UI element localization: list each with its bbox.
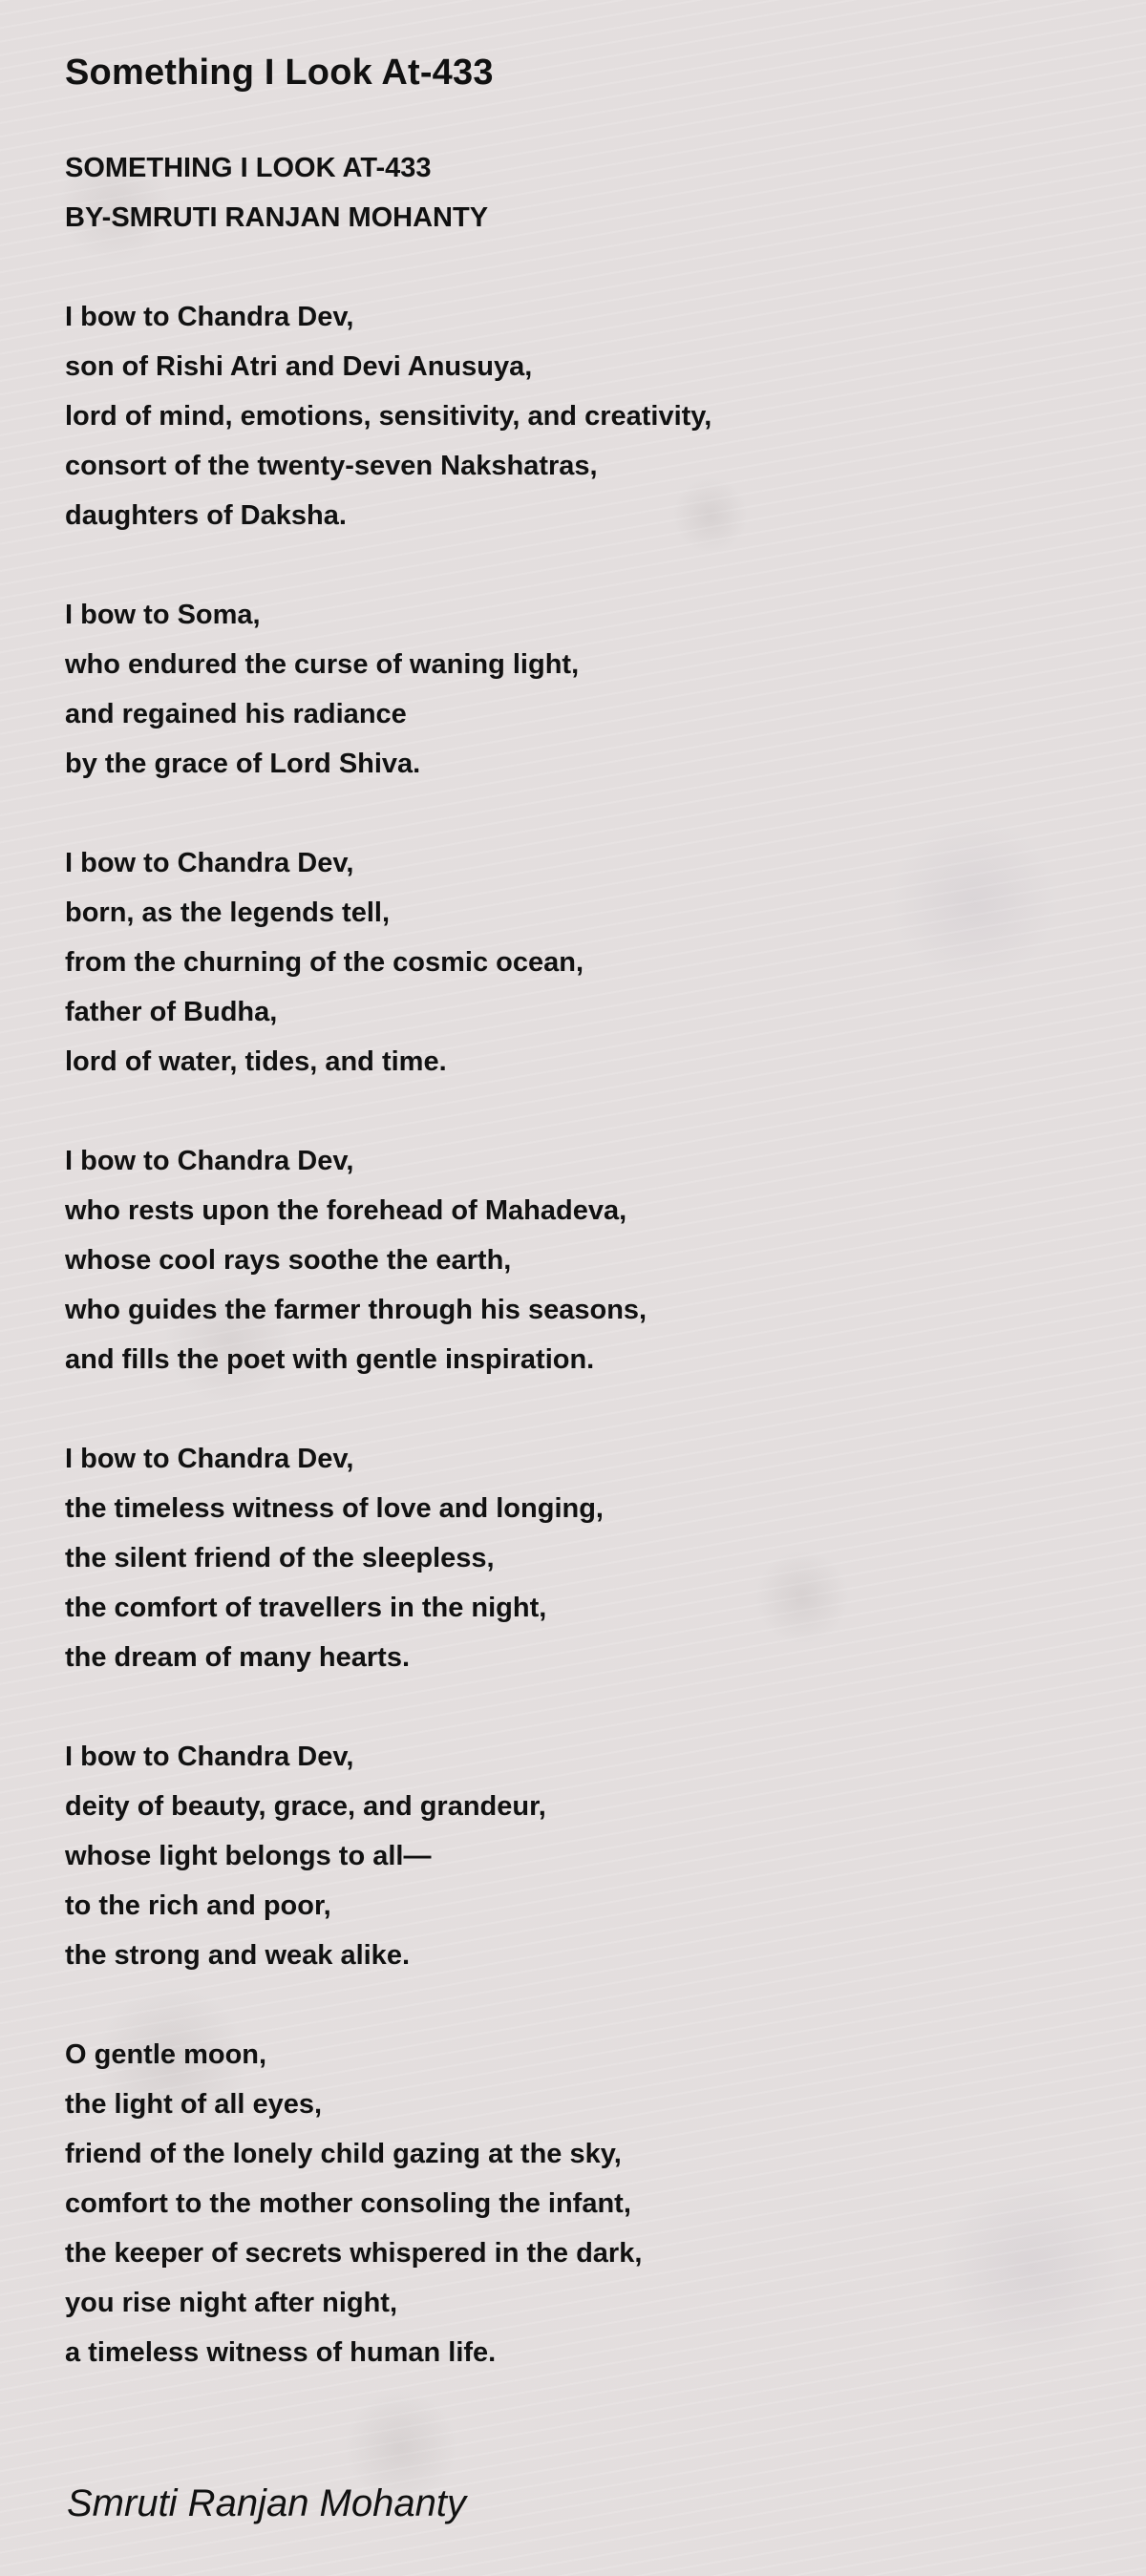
poem-line: daughters of Daksha. <box>65 500 347 531</box>
poem-line: a timeless witness of human life. <box>65 2337 497 2368</box>
poem-line: and fills the poet with gentle inspiration. <box>65 1344 595 1375</box>
author-signature: Smruti Ranjan Mohanty <box>67 2482 466 2524</box>
poem-line: the silent friend of the sleepless, <box>65 1543 495 1573</box>
poem-line: deity of beauty, grace, and grandeur, <box>65 1791 546 1822</box>
poem-line: you rise night after night, <box>65 2288 398 2318</box>
poem-line: O gentle moon, <box>65 2039 267 2070</box>
poem-line: I bow to Chandra Dev, <box>65 1742 354 1772</box>
poem-line: the timeless witness of love and longing, <box>65 1493 604 1524</box>
poem-line: consort of the twenty-seven Nakshatras, <box>65 451 598 481</box>
poem-line: the keeper of secrets whispered in the dark, <box>65 2238 643 2269</box>
stanza <box>65 590 1096 789</box>
poem-line: who endured the curse of waning light, <box>65 649 580 680</box>
poem-line: who rests upon the forehead of Mahadeva, <box>65 1195 627 1226</box>
poem-header-title: SOMETHING I LOOK AT-433 <box>65 153 432 183</box>
poem-line: and regained his radiance <box>65 699 407 729</box>
poem-line: to the rich and poor, <box>65 1890 331 1921</box>
poem-line: I bow to Soma, <box>65 600 261 630</box>
stanza <box>65 1732 1096 1980</box>
poem-line: from the churning of the cosmic ocean, <box>65 947 584 978</box>
poem-line: son of Rishi Atri and Devi Anusuya, <box>65 351 533 382</box>
poem-line: by the grace of Lord Shiva. <box>65 749 421 779</box>
poem-line: who guides the farmer through his seasons, <box>65 1295 647 1325</box>
stanza <box>65 2030 1096 2377</box>
poem-line: the light of all eyes, <box>65 2089 323 2120</box>
poem-header-block <box>65 143 1096 243</box>
poem-line: father of Budha, <box>65 997 278 1027</box>
poem-line: I bow to Chandra Dev, <box>65 1444 354 1474</box>
poem-line: I bow to Chandra Dev, <box>65 1146 354 1176</box>
stanza-list <box>65 292 1096 2377</box>
poem-header-byline: BY-SMRUTI RANJAN MOHANTY <box>65 202 489 233</box>
poem-line: whose cool rays soothe the earth, <box>65 1245 512 1276</box>
poem-line: the strong and weak alike. <box>65 1940 410 1971</box>
stanza <box>65 1136 1096 1384</box>
poem-line: the dream of many hearts. <box>65 1642 410 1673</box>
poem-line: comfort to the mother consoling the infant, <box>65 2188 631 2219</box>
poem-line: whose light belongs to all— <box>65 1841 432 1871</box>
poem-line: lord of mind, emotions, sensitivity, and creativity, <box>65 401 712 432</box>
stanza <box>65 292 1096 540</box>
poem-title: Something I Look At-433 <box>65 53 494 93</box>
poem-line: I bow to Chandra Dev, <box>65 302 354 332</box>
poem-line: born, as the legends tell, <box>65 897 391 928</box>
poem-line: lord of water, tides, and time. <box>65 1046 447 1077</box>
poem-line: the comfort of travellers in the night, <box>65 1593 547 1623</box>
poem-body <box>65 143 1096 2427</box>
stanza <box>65 1434 1096 1682</box>
poem-line: friend of the lonely child gazing at the sky, <box>65 2139 622 2169</box>
poem-line: I bow to Chandra Dev, <box>65 848 354 878</box>
stanza <box>65 838 1096 1087</box>
